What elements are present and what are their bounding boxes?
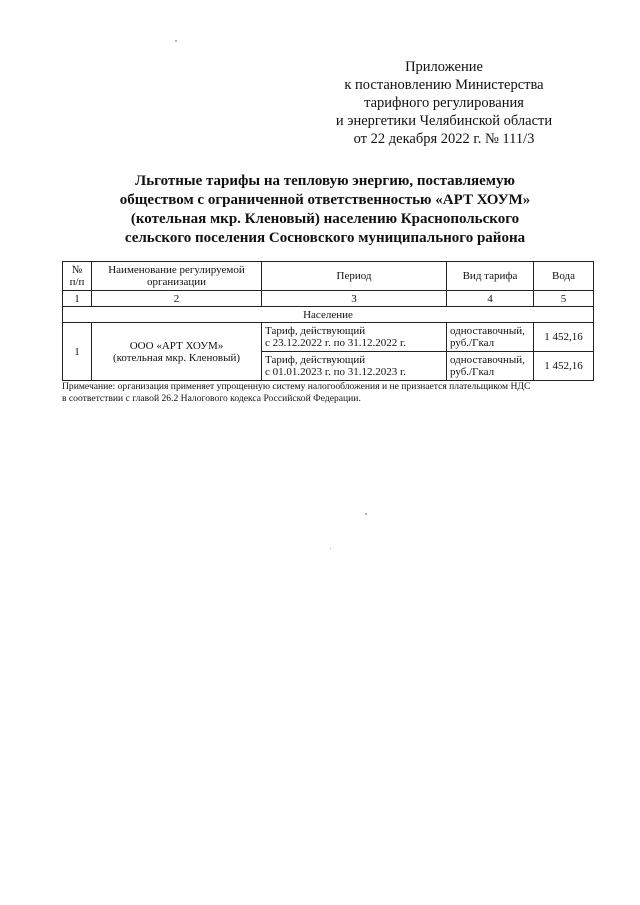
column-number: 3: [262, 291, 447, 307]
header-water: Вода: [534, 262, 594, 291]
appendix-line: Приложение: [405, 59, 483, 75]
period-cell: Тариф, действующий с 23.12.2022 г. по 31.12.2022 г.: [262, 323, 447, 352]
column-number: 4: [447, 291, 534, 307]
appendix-header: [314, 58, 574, 148]
appendix-line: к постановлению Министерства: [344, 77, 544, 93]
group-label: Население: [63, 307, 594, 323]
footnote-line: в соответствии с главой 26.2 Налогового кодекса Российской Федерации.: [62, 393, 361, 404]
row-number: 1: [63, 323, 92, 381]
header-num: № п/п: [63, 262, 92, 291]
appendix-line: и энергетики Челябинской области: [335, 113, 553, 129]
footnote-line: Примечание: организация применяет упрощенную систему налогообложения и не признается плательщиком НДС: [62, 381, 531, 392]
appendix-line: тарифного регулирования: [364, 95, 524, 111]
period-cell: Тариф, действующий с 01.01.2023 г. по 31.12.2023 г.: [262, 352, 447, 381]
tariff-type-cell: одноставочный, руб./Гкал: [447, 352, 534, 381]
column-number: 1: [63, 291, 92, 307]
water-value-cell: 1 452,16: [534, 352, 594, 381]
scan-speck: [330, 548, 331, 549]
column-number: 5: [534, 291, 594, 307]
document-title: [90, 172, 560, 248]
footnote: [62, 381, 602, 405]
title-line: обществом с ограниченной ответственностью «АРТ ХОУМ»: [119, 192, 531, 208]
column-numbering-row: [63, 291, 594, 307]
column-number: 2: [92, 291, 262, 307]
tariff-table: [62, 261, 594, 381]
group-row: [63, 307, 594, 323]
table-row: [63, 323, 594, 352]
title-line: сельского поселения Сосновского муниципального района: [124, 230, 526, 246]
title-line: Льготные тарифы на тепловую энергию, поставляемую: [135, 173, 515, 189]
header-period: Период: [262, 262, 447, 291]
scan-speck: [365, 513, 367, 515]
scan-speck: [175, 40, 177, 42]
water-value-cell: 1 452,16: [534, 323, 594, 352]
header-tariff-type: Вид тарифа: [447, 262, 534, 291]
tariff-type-cell: одноставочный, руб./Гкал: [447, 323, 534, 352]
appendix-line: от 22 декабря 2022 г. № 111/3: [353, 131, 535, 147]
organization-cell: ООО «АРТ ХОУМ» (котельная мкр. Кленовый): [92, 323, 262, 381]
table-header-row: [63, 262, 594, 291]
title-line: (котельная мкр. Кленовый) населению Краснопольского: [130, 211, 520, 227]
header-org: Наименование регулируемой организации: [92, 262, 262, 291]
